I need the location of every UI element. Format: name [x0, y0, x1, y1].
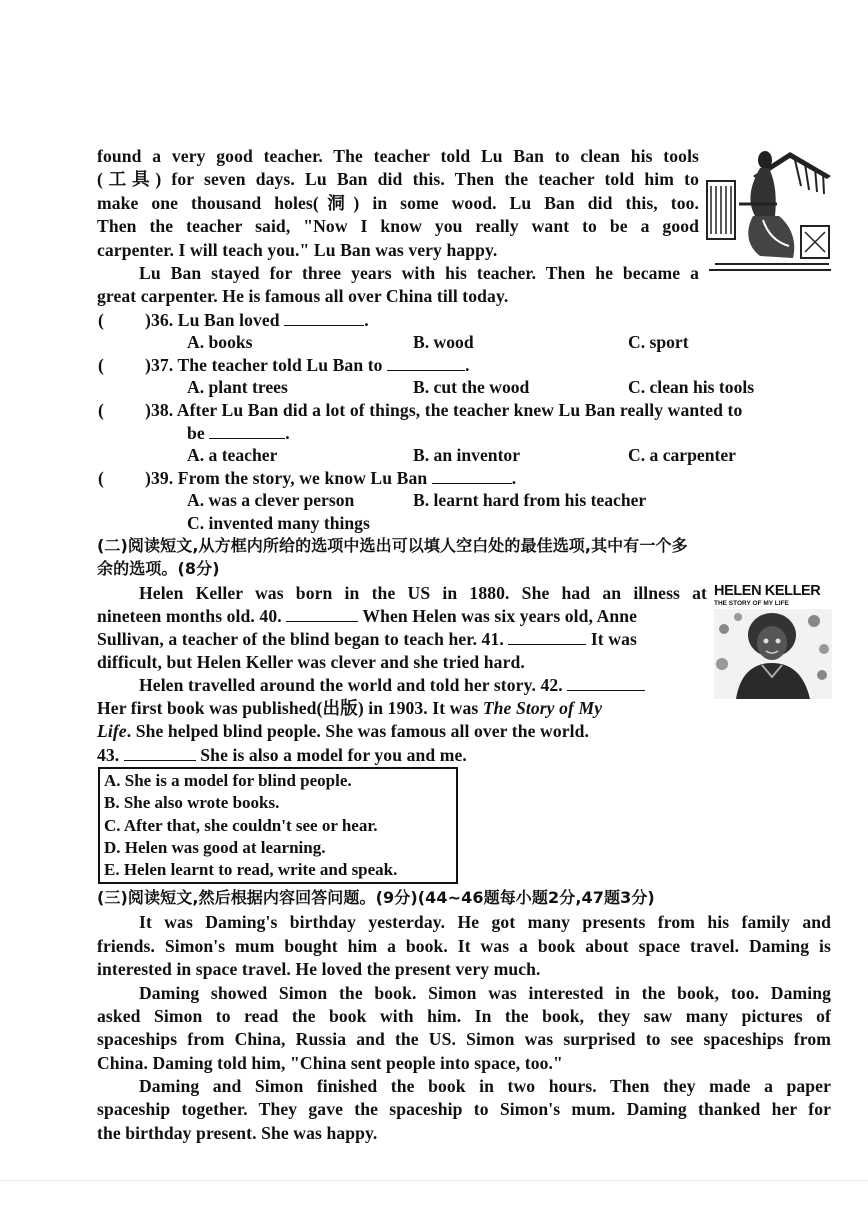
passage-line: carpenter. I will teach you." Lu Ban was very happy.: [97, 240, 498, 260]
passage-line: friends. Simon's mum bought him a book. It was a book about space travel. Daming is: [97, 936, 831, 956]
answer-blank[interactable]: [209, 424, 285, 439]
option-a: A. was a clever person: [187, 490, 355, 510]
question-36: )36. Lu Ban loved .: [145, 310, 369, 330]
passage-line: 43. She is also a model for you and me.: [97, 745, 467, 765]
blank-43[interactable]: [124, 746, 196, 761]
option-b: B. learnt hard from his teacher: [413, 490, 647, 510]
page-divider: [0, 1180, 868, 1181]
passage-line: spaceship together. They gave the spaceship to Simon's mum. Daming thanked her for: [97, 1099, 831, 1119]
answer-blank[interactable]: [432, 469, 512, 484]
passage-line: the birthday present. She was happy.: [97, 1123, 378, 1143]
option-c: C. clean his tools: [628, 377, 755, 397]
options-box: [98, 767, 458, 884]
option-c: C. sport: [628, 332, 689, 352]
blank-41[interactable]: [508, 630, 586, 645]
passage-line: Lu Ban stayed for three years with his teacher. Then he became a: [139, 263, 699, 283]
answer-blank[interactable]: [387, 356, 465, 371]
passage-line: Daming and Simon finished the book in two hours. Then they made a paper: [139, 1076, 831, 1096]
option-b: B. cut the wood: [413, 377, 530, 397]
passage-line: Helen travelled around the world and told her story. 42.: [139, 674, 645, 696]
question-38-cont: be .: [187, 423, 290, 443]
box-option-c: C. After that, she couldn't see or hear.: [104, 816, 378, 835]
passage-line: Her first book was published(出版) in 1903. It was The Story of My: [97, 698, 603, 718]
option-b: B. an inventor: [413, 445, 521, 465]
passage-line: interested in space travel. He loved the present very much.: [97, 959, 541, 979]
passage-line: make one thousand holes(洞) in some wood. Lu Ban did this, too.: [97, 193, 699, 213]
helen-keller-illustration: [714, 583, 832, 699]
lu-ban-illustration-icon: [705, 146, 833, 276]
section-heading-cont: 余的选项。(8分): [97, 559, 220, 578]
section-heading: (三)阅读短文,然后根据内容回答问题。(9分)(44~46题每小题2分,47题3分): [97, 888, 655, 907]
passage-line: Then the teacher said, "Now I know you really want to be a good: [97, 216, 699, 236]
option-a: A. plant trees: [187, 377, 288, 397]
passage-line: (工具) for seven days. Lu Ban did this. Then the teacher told him to: [97, 169, 699, 189]
passage-line: found a very good teacher. The teacher told Lu Ban to clean his tools: [97, 146, 699, 166]
question-38: )38. After Lu Ban did a lot of things, the teacher knew Lu Ban really wanted to: [145, 400, 743, 420]
question-39: )39. From the story, we know Lu Ban .: [145, 468, 517, 488]
passage-line: nineteen months old. 40. When Helen was six years old, Anne: [97, 606, 638, 626]
passage-line: Life. She helped blind people. She was famous all over the world.: [97, 721, 589, 741]
answer-paren[interactable]: (: [98, 400, 104, 420]
box-option-d: D. Helen was good at learning.: [104, 838, 326, 857]
passage-line: asked Simon to read the book with him. In the book, they saw many pictures of: [97, 1006, 831, 1026]
portrait-icon: [714, 609, 832, 699]
answer-paren[interactable]: (: [98, 468, 104, 488]
box-option-e: E. Helen learnt to read, write and speak.: [104, 860, 398, 879]
answer-paren[interactable]: (: [98, 310, 104, 330]
passage-line: Sullivan, a teacher of the blind began to teach her. 41. It was: [97, 629, 637, 649]
question-37: )37. The teacher told Lu Ban to .: [145, 355, 470, 375]
image-subtitle: THE STORY OF MY LIFE: [714, 600, 789, 607]
box-option-b: B. She also wrote books.: [104, 793, 280, 812]
passage-line: It was Daming's birthday yesterday. He got many presents from his family and: [139, 912, 831, 932]
passage-line: China. Daming told him, "China sent people into space, too.": [97, 1053, 563, 1073]
option-c: C. invented many things: [187, 513, 370, 533]
passage-line: difficult, but Helen Keller was clever and she tried hard.: [97, 652, 525, 672]
passage-line: Daming showed Simon the book. Simon was interested in the book, too. Daming: [139, 983, 831, 1003]
option-c: C. a carpenter: [628, 445, 736, 465]
image-title: HELEN KELLER: [714, 583, 821, 599]
passage-line: great carpenter. He is famous all over China till today.: [97, 286, 509, 306]
passage-line: spaceships from China, Russia and the US. Simon was surprised to see spaceships from: [97, 1029, 831, 1049]
blank-42[interactable]: [567, 676, 645, 691]
option-a: A. a teacher: [187, 445, 278, 465]
passage-line: Helen Keller was born in the US in 1880. She had an illness at: [139, 583, 707, 603]
option-b: B. wood: [413, 332, 474, 352]
section-heading: (二)阅读短文,从方框内所给的选项中选出可以填人空白处的最佳选项,其中有一个多: [97, 536, 688, 555]
box-option-a: A. She is a model for blind people.: [104, 771, 352, 790]
option-a: A. books: [187, 332, 253, 352]
blank-40[interactable]: [286, 607, 358, 622]
answer-blank[interactable]: [284, 311, 364, 326]
answer-paren[interactable]: (: [98, 355, 104, 375]
